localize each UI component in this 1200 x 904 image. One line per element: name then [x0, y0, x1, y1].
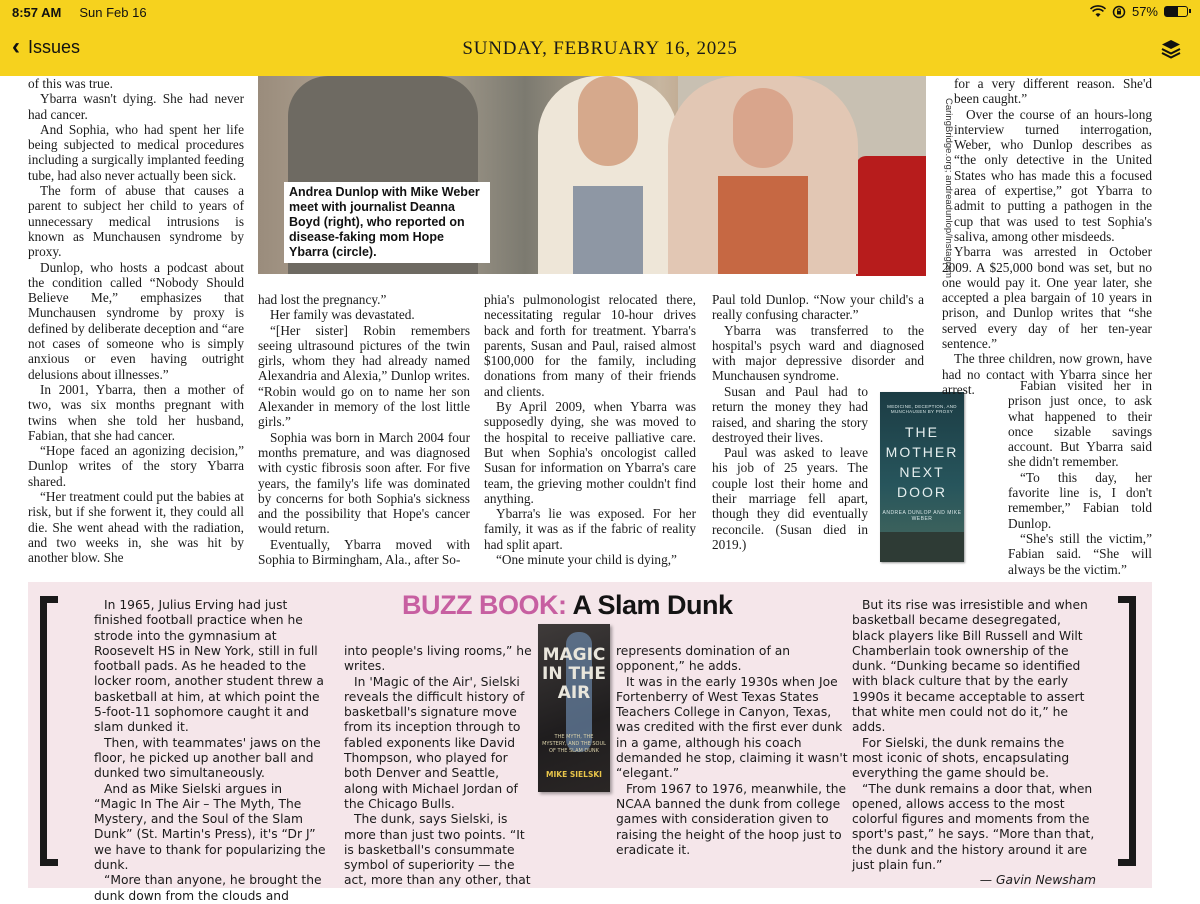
- article-photo: [258, 76, 926, 274]
- left-bracket: [40, 596, 58, 866]
- paragraph: In 2001, Ybarra, then a mother of two, was six months pregnant with twins when she told her husband, Fabian, that she had cancer.: [28, 381, 244, 443]
- book-title-line: NEXT: [899, 464, 945, 480]
- book-title: [882, 422, 962, 502]
- status-bar: [0, 0, 1200, 24]
- paragraph: For Sielski, the dunk remains the most iconic of shots, encapsulating everything the game should be.: [852, 735, 1070, 781]
- photo-truck: [856, 156, 926, 276]
- book-title-line: MOTHER: [885, 444, 959, 460]
- paragraph: had lost the pregnancy.”: [258, 292, 387, 307]
- paragraph: “The dunk remains a door that, when opened, allows access to the most colorful figures and moments from the sport's past,” he says. “More than that, the dunk and the history around it are just plain fun.”: [852, 781, 1095, 873]
- paragraph: “More than anyone, he brought the dunk down from the clouds and: [94, 873, 322, 903]
- book-title-line: MAGIC: [542, 645, 606, 665]
- battery-percent: 57%: [1131, 4, 1158, 19]
- paragraph: Paul was asked to leave his job of 25 years. The couple lost their home and their marriage fell apart, though they did eventually reconcile. (Susan died in 2019.): [712, 445, 868, 552]
- buzz-column-2: [344, 644, 534, 888]
- paragraph: “Her treatment could put the babies at risk, but if she forwent it, they could all die. She went ahead with the radiation, and two weeks in, she was hit by another blow. She: [28, 489, 244, 566]
- paragraph: “To this day, her favorite line is, I don't remember,” Fabian told Dunlop.: [1008, 469, 1152, 531]
- article-column-4b: [712, 384, 868, 582]
- column-top: [954, 76, 1152, 244]
- paragraph: “One minute your child is dying,”: [496, 552, 677, 568]
- buzz-book-headline: [402, 590, 733, 621]
- paragraph: of this was true.: [28, 76, 113, 91]
- paragraph: From 1967 to 1976, meanwhile, the NCAA banned the dunk from college games with consideration given to raising the height of the hoop just to eradicate it.: [616, 781, 847, 857]
- paragraph: phia's pulmonologist relocated there, necessitating regular 10-hour drives back and forth for treatment. Ybarra's parents, Susan and Paul, raised almost $100,000 for the family, including donations from many of their friends and clients.: [484, 292, 696, 399]
- right-bracket: [1118, 596, 1136, 866]
- battery-icon: [1164, 6, 1188, 17]
- book-title-line: AIR: [557, 683, 591, 703]
- article-column-5: [942, 76, 1152, 397]
- paragraph: Sophia was born in March 2004 four months premature, and was diagnosed with cystic fibrosis soon after. For five years, the family's life was dominated by concerns for both Sophia's sickness and the possibility that Hope's cancer would return.: [258, 429, 470, 537]
- photo-person-right: [668, 76, 858, 274]
- paragraph: And Sophia, who had spent her life being subjected to medical procedures including a surgically implanted feeding tube, had also never actually been sick.: [28, 121, 244, 183]
- book-title-line: THE: [905, 424, 939, 440]
- book-title: [540, 646, 608, 703]
- paragraph: represents domination of an opponent,” he adds.: [616, 644, 791, 674]
- paragraph: for a very different reason. She'd been caught.”: [954, 76, 1152, 107]
- paragraph: And as Mike Sielski argues in “Magic In The Air – The Myth, The Mystery, and the Soul of the Slam Dunk” (St. Martin's Press), it's “Dr J” we have to thank for popularizing the dunk.: [94, 781, 326, 873]
- paragraph: But its rise was irresistible and when basketball became desegregated, black players like Bill Russell and Wilt Chamberlain took ownership of the dunk. “Dunking became so identified with black culture that by the early 1990s it became acceptable to assert that white men could not do it,” he adds.: [852, 598, 1088, 735]
- book-cover-mother-next-door: [880, 392, 964, 562]
- paragraph: “Hope faced an agonizing decision,” Dunlop writes of the story Ybarra shared.: [28, 443, 244, 489]
- article-column-1: [28, 76, 244, 582]
- paragraph: The three children, now grown, have had no contact with Ybarra since her arrest.: [942, 351, 1152, 397]
- book-subtitle: THE MYTH, THE MYSTERY, AND THE SOUL OF THE SLAM DUNK: [542, 734, 606, 754]
- wifi-icon: [1090, 6, 1106, 18]
- orientation-lock-icon: [1112, 5, 1126, 19]
- paragraph: In 'Magic of the Air', Sielski reveals the difficult history of basketball's signature move from its inception through to fabled exponents like David Thompson, who played for both Denver and Seattle, along with Michael Jordan of the Chicago Bulls.: [344, 674, 525, 811]
- book-cover-magic-in-the-air: [538, 624, 610, 792]
- paragraph: Ybarra wasn't dying. She had never had cancer.: [28, 91, 244, 122]
- photo-person-center: [538, 76, 678, 274]
- photo-credit: CaringBridge.org; andreadunlop/Instagram: [943, 98, 954, 279]
- chevron-left-icon: ‹: [12, 33, 20, 60]
- book-title-line: IN THE: [542, 664, 606, 684]
- article-column-4a: [712, 292, 924, 384]
- book-cover-houses: [880, 532, 964, 562]
- book-subtitle: MEDICINE, DECEPTION, AND MUNCHAUSEN BY PROXY: [887, 404, 957, 414]
- article-column-3: [484, 292, 696, 582]
- paragraph: Ybarra's lie was exposed. For her family, it was as if the fabric of reality had split apart.: [484, 506, 696, 552]
- book-authors: ANDREA DUNLOP AND MIKE WEBER: [882, 510, 962, 522]
- page-title: SUNDAY, FEBRUARY 16, 2025: [462, 38, 738, 59]
- status-indicators: [1090, 4, 1188, 19]
- paragraph: into people's living rooms,” he writes.: [344, 644, 532, 674]
- paragraph: Ybarra was arrested in October 2009. A $25,000 bond was set, but no one would pay it. One year later, she accepted a plea bargain of 10 years in prison, and Dunlop writes that “she served every day of her ten-year sentence.”: [942, 244, 1152, 352]
- paragraph: The form of abuse that causes a parent to subject her child to years of unnecessary medical intrusions is known as Munchausen syndrome by proxy.: [28, 183, 244, 260]
- paragraph: Paul told Dunlop. “Now your child's a really confusing character.”: [712, 292, 924, 323]
- paragraph: “[Her sister] Robin remembers seeing ultrasound pictures of the twin girls, whom they had already named Alexandria and Alexia,” Dunlop writes. “Robin would go on to name her son Alexander in memory of the lost little girls.”: [258, 322, 470, 430]
- buzz-title: A Slam Dunk: [572, 590, 733, 620]
- paragraph: Over the course of an hours-long interview turned interrogation, Weber, who Dunlop describes as “the only detective in the United States who has made this a focused area of expertise,” got Ybarra to admit to putting a pathogen in the cup that was used to test Sophia's saliva, among other misdeeds.: [954, 106, 1152, 244]
- paragraph: By April 2009, when Ybarra was supposedly dying, she was moved to the hospital to receive palliative care. But when Sophia's oncologist called Susan for information on Ybarra's care team, the grieving mother couldn't find anything.: [484, 399, 696, 506]
- status-time: 8:57 AM: [12, 4, 62, 20]
- paragraph: Ybarra was transferred to the hospital's psych ward and diagnosed with major depressive disorder and Munchausen syndrome.: [712, 322, 924, 384]
- paragraph: Eventually, Ybarra moved with Sophia to Birmingham, Ala., after So-: [258, 536, 470, 568]
- paragraph: “She's still the victim,” Fabian said. “She will always be the victim.”: [1008, 530, 1152, 577]
- buzz-column-1: [94, 598, 328, 903]
- photo-caption: Andrea Dunlop with Mike Weber meet with journalist Deanna Boyd (right), who reported on disease-faking mom Hope Ybarra (circle).: [284, 182, 490, 263]
- paragraph: Her family was devastated.: [270, 307, 415, 323]
- buzz-column-3: [616, 644, 848, 882]
- paragraph: Fabian visited her in prison just once, to ask what happened to their once sizable savings account. But Ybarra said she didn't remember.: [1008, 378, 1152, 470]
- byline: — Gavin Newsham: [979, 873, 1096, 888]
- layers-icon[interactable]: [1160, 38, 1182, 60]
- book-title-line: DOOR: [897, 484, 947, 500]
- buzz-column-4: [852, 598, 1096, 888]
- buzz-separator: :: [557, 590, 567, 620]
- book-author: MIKE SIELSKI: [546, 770, 602, 779]
- buzz-kicker: BUZZ BOOK: [402, 590, 558, 620]
- back-button-label: Issues: [28, 36, 81, 57]
- paragraph: Dunlop, who hosts a podcast about the condition called “Nobody Should Believe Me,” emphasizes that Munchausen syndrome by proxy is defined by deliberate deception and “are not cases of someone who is simply anxious or even having outright delusions about illnesses.”: [28, 259, 244, 382]
- status-date: Sun Feb 16: [79, 4, 147, 20]
- paragraph: It was in the early 1930s when Joe Fortenberry of West Texas States Teachers College in Canyon, Texas, was credited with the first ever dunk in a game, although his coach demanded he stop, claiming it wasn't “elegant.”: [616, 674, 848, 781]
- article-column-2: [258, 292, 470, 582]
- paragraph: The dunk, says Sielski, is more than just two points. “It is basketball's consummate symbol of superiority — the act, more than any other, that: [344, 812, 531, 888]
- nav-bar: [0, 24, 1200, 76]
- paragraph: Susan and Paul had to return the money they had raised, and sharing the story destroyed their lives.: [712, 384, 868, 445]
- article-column-6: [1008, 378, 1152, 582]
- paragraph: Then, with teammates' jaws on the floor, he picked up another ball and dunked two simultaneously.: [94, 735, 321, 781]
- paragraph: In 1965, Julius Erving had just finished football practice when he strode into the gymnasium at Roosevelt HS in New York, still in full football pads. As he headed to the locker room, another student threw a basketball at him, at which point the 5-foot-11 sophomore caught it and slam dunked it.: [94, 598, 324, 735]
